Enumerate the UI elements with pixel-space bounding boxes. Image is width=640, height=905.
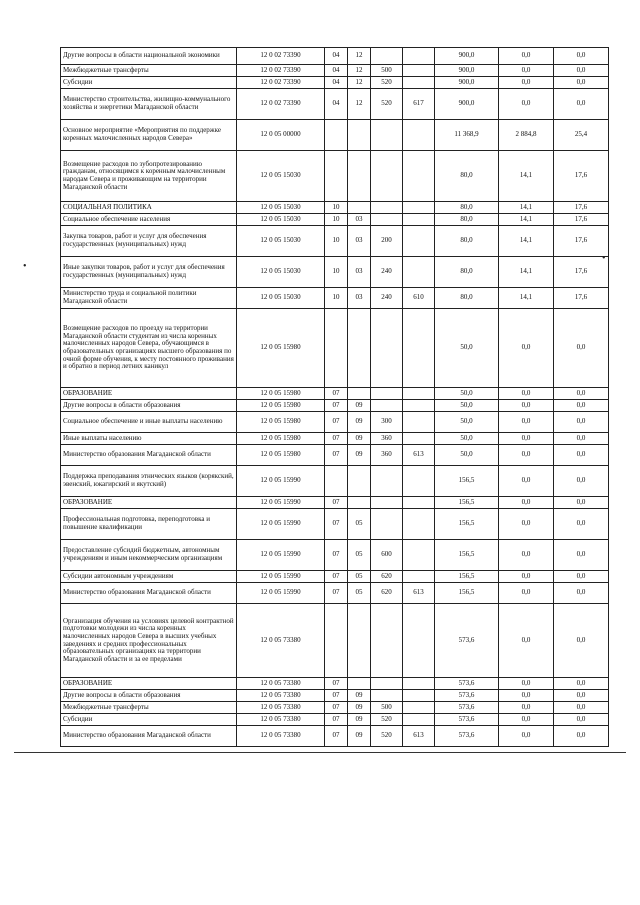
- expense-type-cell: [371, 48, 403, 65]
- admin-code-cell: [403, 77, 435, 89]
- subsection-code-cell: [348, 151, 371, 202]
- target-code-cell: 12 0 02 73390: [237, 89, 325, 120]
- row-name-cell: Министерство строительства, жилищно-коммунального хозяйства и энергетики Магаданской области: [61, 89, 237, 120]
- target-code-cell: 12 0 05 15990: [237, 583, 325, 604]
- table-row: [61, 412, 609, 433]
- executed-amount-cell: 0,0: [499, 571, 554, 583]
- expense-type-cell: 520: [371, 77, 403, 89]
- expense-type-cell: 300: [371, 412, 403, 433]
- admin-code-cell: [403, 202, 435, 214]
- percent-cell: 0,0: [554, 714, 609, 726]
- executed-amount-cell: 0,0: [499, 678, 554, 690]
- row-name-cell: Возмещение расходов по проезду на территории Магаданской области студентам из числа коренных малочисленных народов Севера, обучающимся в образовательных организациях высшего образования по очной форме обучения, к месту постоянного проживания и обратно в период летних каникул: [61, 309, 237, 388]
- target-code-cell: 12 0 05 15990: [237, 466, 325, 497]
- expense-type-cell: 360: [371, 433, 403, 445]
- executed-amount-cell: 0,0: [499, 702, 554, 714]
- budget-table: [60, 47, 609, 747]
- section-code-cell: 07: [325, 509, 348, 540]
- subsection-code-cell: 03: [348, 257, 371, 288]
- subsection-code-cell: 12: [348, 48, 371, 65]
- plan-amount-cell: 50,0: [435, 445, 499, 466]
- row-name-cell: ОБРАЗОВАНИЕ: [61, 678, 237, 690]
- subsection-code-cell: 09: [348, 726, 371, 747]
- scan-speck: •: [23, 261, 27, 272]
- subsection-code-cell: 09: [348, 445, 371, 466]
- row-name-cell: Организация обучения на условиях целевой контрактной подготовки молодежи из числа коренных малочисленных народов Севера в высших учебных заведениях и средних профессиональных образовательных организациях на территории Магаданской области и за ее пределами: [61, 604, 237, 678]
- executed-amount-cell: 0,0: [499, 412, 554, 433]
- executed-amount-cell: 0,0: [499, 400, 554, 412]
- admin-code-cell: 617: [403, 89, 435, 120]
- admin-code-cell: [403, 702, 435, 714]
- section-code-cell: 07: [325, 583, 348, 604]
- executed-amount-cell: 14,1: [499, 226, 554, 257]
- target-code-cell: 12 0 05 15980: [237, 412, 325, 433]
- percent-cell: 0,0: [554, 702, 609, 714]
- section-code-cell: 04: [325, 48, 348, 65]
- section-code-cell: 10: [325, 257, 348, 288]
- executed-amount-cell: 0,0: [499, 445, 554, 466]
- subsection-code-cell: [348, 388, 371, 400]
- plan-amount-cell: 573,6: [435, 702, 499, 714]
- row-name-cell: Межбюджетные трансферты: [61, 65, 237, 77]
- target-code-cell: 12 0 02 73390: [237, 48, 325, 65]
- table-row: [61, 120, 609, 151]
- target-code-cell: 12 0 05 15980: [237, 309, 325, 388]
- executed-amount-cell: 0,0: [499, 726, 554, 747]
- admin-code-cell: [403, 571, 435, 583]
- section-code-cell: 07: [325, 540, 348, 571]
- row-name-cell: Министерство труда и социальной политики Магаданской области: [61, 288, 237, 309]
- plan-amount-cell: 156,5: [435, 466, 499, 497]
- section-code-cell: 10: [325, 288, 348, 309]
- percent-cell: 0,0: [554, 400, 609, 412]
- table-row: [61, 726, 609, 747]
- plan-amount-cell: 50,0: [435, 400, 499, 412]
- section-code-cell: 10: [325, 202, 348, 214]
- target-code-cell: 12 0 05 73380: [237, 702, 325, 714]
- row-name-cell: Социальное обеспечение населения: [61, 214, 237, 226]
- plan-amount-cell: 900,0: [435, 65, 499, 77]
- executed-amount-cell: 2 884,8: [499, 120, 554, 151]
- subsection-code-cell: 12: [348, 89, 371, 120]
- subsection-code-cell: 05: [348, 509, 371, 540]
- target-code-cell: 12 0 05 00000: [237, 120, 325, 151]
- admin-code-cell: [403, 604, 435, 678]
- subsection-code-cell: 09: [348, 433, 371, 445]
- target-code-cell: 12 0 05 73380: [237, 714, 325, 726]
- section-code-cell: 07: [325, 571, 348, 583]
- target-code-cell: 12 0 05 15980: [237, 445, 325, 466]
- plan-amount-cell: 11 368,9: [435, 120, 499, 151]
- subsection-code-cell: 05: [348, 583, 371, 604]
- admin-code-cell: [403, 388, 435, 400]
- expense-type-cell: [371, 509, 403, 540]
- row-name-cell: Основное мероприятие «Мероприятия по поддержке коренных малочисленных народов Севера»: [61, 120, 237, 151]
- expense-type-cell: 600: [371, 540, 403, 571]
- admin-code-cell: [403, 400, 435, 412]
- admin-code-cell: [403, 120, 435, 151]
- table-row: [61, 540, 609, 571]
- section-code-cell: 07: [325, 690, 348, 702]
- table-row: [61, 571, 609, 583]
- subsection-code-cell: 05: [348, 540, 371, 571]
- row-name-cell: Профессиональная подготовка, переподготовка и повышение квалификации: [61, 509, 237, 540]
- table-row: [61, 690, 609, 702]
- target-code-cell: 12 0 05 15030: [237, 226, 325, 257]
- row-name-cell: СОЦИАЛЬНАЯ ПОЛИТИКА: [61, 202, 237, 214]
- admin-code-cell: [403, 257, 435, 288]
- section-code-cell: 07: [325, 714, 348, 726]
- plan-amount-cell: 900,0: [435, 48, 499, 65]
- percent-cell: 0,0: [554, 388, 609, 400]
- target-code-cell: 12 0 05 73380: [237, 690, 325, 702]
- subsection-code-cell: 09: [348, 702, 371, 714]
- section-code-cell: [325, 466, 348, 497]
- page-bottom-rule: [14, 752, 626, 753]
- plan-amount-cell: 573,6: [435, 678, 499, 690]
- executed-amount-cell: 14,1: [499, 214, 554, 226]
- percent-cell: 25,4: [554, 120, 609, 151]
- table-row: [61, 226, 609, 257]
- executed-amount-cell: 0,0: [499, 714, 554, 726]
- target-code-cell: 12 0 05 15030: [237, 202, 325, 214]
- plan-amount-cell: 50,0: [435, 412, 499, 433]
- table-row: [61, 678, 609, 690]
- row-name-cell: Субсидии автономным учреждениям: [61, 571, 237, 583]
- subsection-code-cell: [348, 497, 371, 509]
- plan-amount-cell: 80,0: [435, 151, 499, 202]
- percent-cell: 0,0: [554, 433, 609, 445]
- percent-cell: 0,0: [554, 77, 609, 89]
- table-row: [61, 214, 609, 226]
- target-code-cell: 12 0 05 15990: [237, 540, 325, 571]
- expense-type-cell: [371, 388, 403, 400]
- section-code-cell: 04: [325, 77, 348, 89]
- subsection-code-cell: 09: [348, 714, 371, 726]
- expense-type-cell: 240: [371, 288, 403, 309]
- row-name-cell: Министерство образования Магаданской области: [61, 445, 237, 466]
- section-code-cell: [325, 604, 348, 678]
- row-name-cell: ОБРАЗОВАНИЕ: [61, 497, 237, 509]
- percent-cell: 0,0: [554, 540, 609, 571]
- percent-cell: 0,0: [554, 604, 609, 678]
- expense-type-cell: 620: [371, 571, 403, 583]
- admin-code-cell: [403, 509, 435, 540]
- expense-type-cell: 200: [371, 226, 403, 257]
- target-code-cell: 12 0 05 73380: [237, 726, 325, 747]
- percent-cell: 17,6: [554, 202, 609, 214]
- target-code-cell: 12 0 05 73380: [237, 678, 325, 690]
- target-code-cell: 12 0 05 15990: [237, 497, 325, 509]
- percent-cell: 0,0: [554, 445, 609, 466]
- budget-table-sheet: [60, 47, 608, 747]
- section-code-cell: [325, 151, 348, 202]
- row-name-cell: Субсидии: [61, 714, 237, 726]
- percent-cell: 0,0: [554, 690, 609, 702]
- subsection-code-cell: [348, 604, 371, 678]
- table-row: [61, 604, 609, 678]
- target-code-cell: 12 0 05 15030: [237, 214, 325, 226]
- row-name-cell: Межбюджетные трансферты: [61, 702, 237, 714]
- table-row: [61, 433, 609, 445]
- percent-cell: 17,6: [554, 288, 609, 309]
- table-row: [61, 714, 609, 726]
- target-code-cell: 12 0 05 15030: [237, 151, 325, 202]
- percent-cell: 0,0: [554, 309, 609, 388]
- admin-code-cell: [403, 690, 435, 702]
- executed-amount-cell: 14,1: [499, 202, 554, 214]
- row-name-cell: Другие вопросы в области образования: [61, 690, 237, 702]
- executed-amount-cell: 14,1: [499, 257, 554, 288]
- section-code-cell: 07: [325, 400, 348, 412]
- section-code-cell: 04: [325, 65, 348, 77]
- plan-amount-cell: 156,5: [435, 571, 499, 583]
- table-row: [61, 151, 609, 202]
- plan-amount-cell: 573,6: [435, 726, 499, 747]
- target-code-cell: 12 0 02 73390: [237, 77, 325, 89]
- expense-type-cell: [371, 678, 403, 690]
- percent-cell: 0,0: [554, 583, 609, 604]
- plan-amount-cell: 80,0: [435, 202, 499, 214]
- row-name-cell: Другие вопросы в области образования: [61, 400, 237, 412]
- table-row: [61, 309, 609, 388]
- admin-code-cell: [403, 214, 435, 226]
- executed-amount-cell: 0,0: [499, 309, 554, 388]
- target-code-cell: 12 0 05 15980: [237, 388, 325, 400]
- expense-type-cell: [371, 690, 403, 702]
- plan-amount-cell: 156,5: [435, 509, 499, 540]
- admin-code-cell: [403, 151, 435, 202]
- target-code-cell: 12 0 02 73390: [237, 65, 325, 77]
- admin-code-cell: [403, 678, 435, 690]
- plan-amount-cell: 50,0: [435, 388, 499, 400]
- percent-cell: 17,6: [554, 257, 609, 288]
- executed-amount-cell: 0,0: [499, 466, 554, 497]
- subsection-code-cell: 03: [348, 288, 371, 309]
- executed-amount-cell: 0,0: [499, 690, 554, 702]
- expense-type-cell: [371, 214, 403, 226]
- expense-type-cell: 360: [371, 445, 403, 466]
- section-code-cell: 07: [325, 433, 348, 445]
- section-code-cell: 07: [325, 702, 348, 714]
- admin-code-cell: [403, 309, 435, 388]
- row-name-cell: Другие вопросы в области национальной экономики: [61, 48, 237, 65]
- admin-code-cell: [403, 226, 435, 257]
- table-row: [61, 202, 609, 214]
- executed-amount-cell: 0,0: [499, 583, 554, 604]
- percent-cell: 17,6: [554, 214, 609, 226]
- subsection-code-cell: [348, 309, 371, 388]
- executed-amount-cell: 0,0: [499, 388, 554, 400]
- admin-code-cell: [403, 412, 435, 433]
- table-row: [61, 400, 609, 412]
- row-name-cell: Закупка товаров, работ и услуг для обеспечения государственных (муниципальных) нужд: [61, 226, 237, 257]
- admin-code-cell: [403, 466, 435, 497]
- percent-cell: 17,6: [554, 226, 609, 257]
- row-name-cell: Министерство образования Магаданской области: [61, 583, 237, 604]
- table-row: [61, 583, 609, 604]
- row-name-cell: Субсидии: [61, 77, 237, 89]
- expense-type-cell: 240: [371, 257, 403, 288]
- plan-amount-cell: 50,0: [435, 433, 499, 445]
- row-name-cell: Возмещение расходов по зубопротезированию гражданам, относящимся к коренным малочисленным народам Севера и проживающим на территории Магаданской области: [61, 151, 237, 202]
- executed-amount-cell: 0,0: [499, 89, 554, 120]
- table-row: [61, 65, 609, 77]
- admin-code-cell: [403, 714, 435, 726]
- plan-amount-cell: 80,0: [435, 288, 499, 309]
- executed-amount-cell: 0,0: [499, 65, 554, 77]
- section-code-cell: 07: [325, 678, 348, 690]
- percent-cell: 0,0: [554, 412, 609, 433]
- subsection-code-cell: [348, 120, 371, 151]
- admin-code-cell: 613: [403, 583, 435, 604]
- expense-type-cell: [371, 466, 403, 497]
- plan-amount-cell: 156,5: [435, 540, 499, 571]
- executed-amount-cell: 0,0: [499, 604, 554, 678]
- section-code-cell: [325, 120, 348, 151]
- percent-cell: 0,0: [554, 497, 609, 509]
- percent-cell: 0,0: [554, 678, 609, 690]
- section-code-cell: 07: [325, 445, 348, 466]
- table-row: [61, 257, 609, 288]
- row-name-cell: ОБРАЗОВАНИЕ: [61, 388, 237, 400]
- expense-type-cell: 500: [371, 702, 403, 714]
- target-code-cell: 12 0 05 15980: [237, 400, 325, 412]
- target-code-cell: 12 0 05 73380: [237, 604, 325, 678]
- section-code-cell: 10: [325, 226, 348, 257]
- executed-amount-cell: 14,1: [499, 151, 554, 202]
- percent-cell: 0,0: [554, 65, 609, 77]
- table-row: [61, 388, 609, 400]
- executed-amount-cell: 14,1: [499, 288, 554, 309]
- subsection-code-cell: 09: [348, 412, 371, 433]
- percent-cell: 0,0: [554, 726, 609, 747]
- executed-amount-cell: 0,0: [499, 48, 554, 65]
- executed-amount-cell: 0,0: [499, 433, 554, 445]
- target-code-cell: 12 0 05 15030: [237, 257, 325, 288]
- subsection-code-cell: 03: [348, 226, 371, 257]
- row-name-cell: Иные выплаты населению: [61, 433, 237, 445]
- expense-type-cell: 520: [371, 726, 403, 747]
- plan-amount-cell: 80,0: [435, 214, 499, 226]
- percent-cell: 0,0: [554, 466, 609, 497]
- percent-cell: 0,0: [554, 89, 609, 120]
- admin-code-cell: [403, 540, 435, 571]
- section-code-cell: 10: [325, 214, 348, 226]
- subsection-code-cell: 05: [348, 571, 371, 583]
- table-row: [61, 497, 609, 509]
- subsection-code-cell: 09: [348, 400, 371, 412]
- table-row: [61, 89, 609, 120]
- section-code-cell: 07: [325, 412, 348, 433]
- expense-type-cell: [371, 151, 403, 202]
- admin-code-cell: 613: [403, 445, 435, 466]
- expense-type-cell: 520: [371, 714, 403, 726]
- executed-amount-cell: 0,0: [499, 540, 554, 571]
- plan-amount-cell: 50,0: [435, 309, 499, 388]
- table-row: [61, 48, 609, 65]
- target-code-cell: 12 0 05 15980: [237, 433, 325, 445]
- plan-amount-cell: 900,0: [435, 89, 499, 120]
- plan-amount-cell: 900,0: [435, 77, 499, 89]
- subsection-code-cell: 09: [348, 690, 371, 702]
- row-name-cell: Иные закупки товаров, работ и услуг для обеспечения государственных (муниципальных) нужд: [61, 257, 237, 288]
- admin-code-cell: [403, 433, 435, 445]
- plan-amount-cell: 573,6: [435, 690, 499, 702]
- executed-amount-cell: 0,0: [499, 77, 554, 89]
- target-code-cell: 12 0 05 15990: [237, 509, 325, 540]
- section-code-cell: [325, 309, 348, 388]
- percent-cell: 17,6: [554, 151, 609, 202]
- row-name-cell: Предоставление субсидий бюджетным, автономным учреждениям и иным некоммерческим организациям: [61, 540, 237, 571]
- row-name-cell: Поддержка преподавания этнических языков (корякский, эвенский, юкагирский и якутский): [61, 466, 237, 497]
- plan-amount-cell: 80,0: [435, 226, 499, 257]
- table-row: [61, 509, 609, 540]
- expense-type-cell: [371, 604, 403, 678]
- subsection-code-cell: [348, 678, 371, 690]
- expense-type-cell: 620: [371, 583, 403, 604]
- subsection-code-cell: 12: [348, 65, 371, 77]
- plan-amount-cell: 156,5: [435, 497, 499, 509]
- table-row: [61, 702, 609, 714]
- plan-amount-cell: 156,5: [435, 583, 499, 604]
- subsection-code-cell: 03: [348, 214, 371, 226]
- executed-amount-cell: 0,0: [499, 509, 554, 540]
- subsection-code-cell: 12: [348, 77, 371, 89]
- executed-amount-cell: 0,0: [499, 497, 554, 509]
- admin-code-cell: 613: [403, 726, 435, 747]
- expense-type-cell: 500: [371, 65, 403, 77]
- row-name-cell: Социальное обеспечение и иные выплаты населению: [61, 412, 237, 433]
- admin-code-cell: [403, 48, 435, 65]
- section-code-cell: 07: [325, 388, 348, 400]
- expense-type-cell: [371, 497, 403, 509]
- admin-code-cell: [403, 65, 435, 77]
- table-row: [61, 466, 609, 497]
- table-row: [61, 288, 609, 309]
- target-code-cell: 12 0 05 15990: [237, 571, 325, 583]
- scan-speck: •: [602, 253, 606, 264]
- plan-amount-cell: 573,6: [435, 604, 499, 678]
- row-name-cell: Министерство образования Магаданской области: [61, 726, 237, 747]
- table-row: [61, 445, 609, 466]
- admin-code-cell: [403, 497, 435, 509]
- table-row: [61, 77, 609, 89]
- expense-type-cell: [371, 309, 403, 388]
- target-code-cell: 12 0 05 15030: [237, 288, 325, 309]
- expense-type-cell: [371, 400, 403, 412]
- subsection-code-cell: [348, 202, 371, 214]
- expense-type-cell: 520: [371, 89, 403, 120]
- plan-amount-cell: 573,6: [435, 714, 499, 726]
- section-code-cell: 07: [325, 497, 348, 509]
- plan-amount-cell: 80,0: [435, 257, 499, 288]
- expense-type-cell: [371, 202, 403, 214]
- percent-cell: 0,0: [554, 509, 609, 540]
- admin-code-cell: 610: [403, 288, 435, 309]
- percent-cell: 0,0: [554, 571, 609, 583]
- percent-cell: 0,0: [554, 48, 609, 65]
- subsection-code-cell: [348, 466, 371, 497]
- section-code-cell: 07: [325, 726, 348, 747]
- budget-table-body: [61, 48, 609, 747]
- section-code-cell: 04: [325, 89, 348, 120]
- expense-type-cell: [371, 120, 403, 151]
